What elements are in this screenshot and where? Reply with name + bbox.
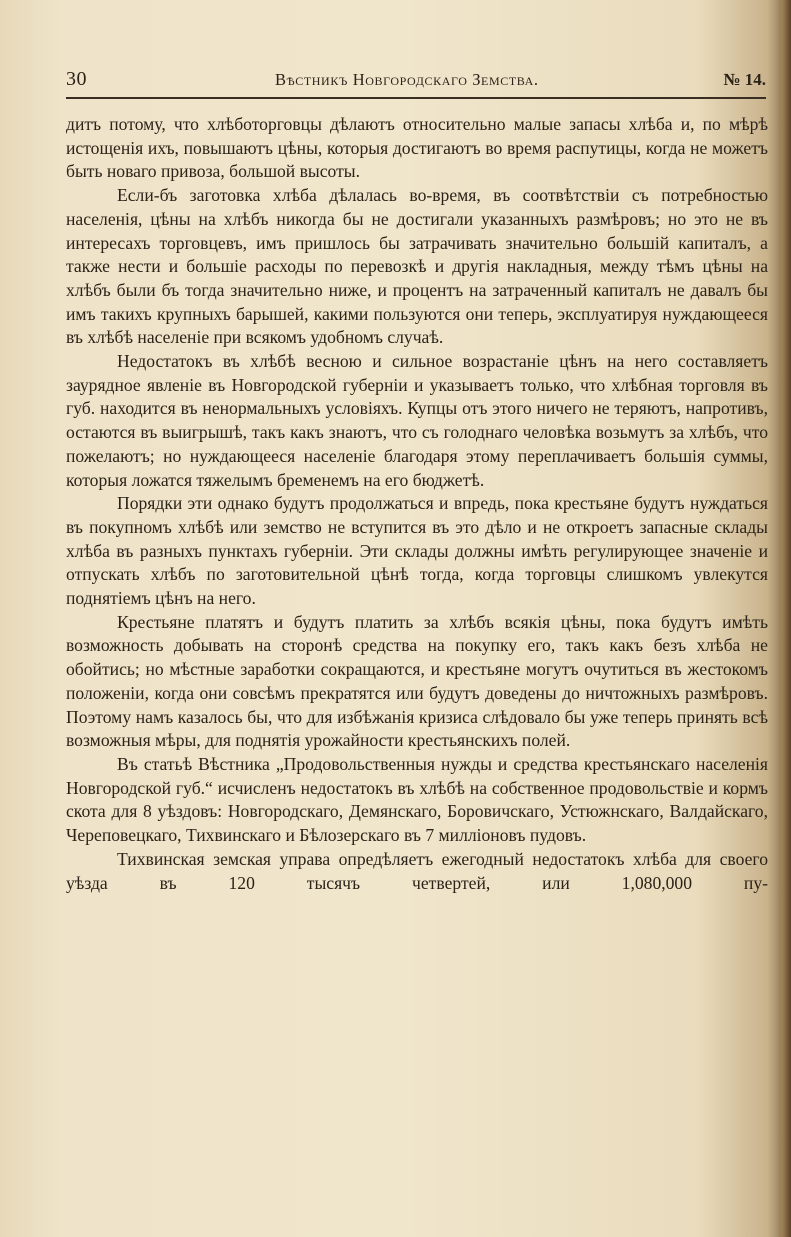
- page-header: [66, 66, 766, 98]
- paragraph: Въ статьѣ Вѣстника „Продовольственныя нужды и средства крестьянскаго населенія Новгородской губ.“ исчисленъ недостатокъ въ хлѣбѣ на собственное продовольствіе и кормъ скота для 8 уѣздовъ: Новгородскаго, Демянскаго, Боровичскаго, Устюжнскаго, Валдайскаго, Череповецкаго, Тихвинскаго и Бѣлозерскаго въ 7 милліоновъ пудовъ.: [66, 753, 768, 846]
- article-body: [66, 113, 768, 895]
- running-title: Вѣстникъ Новгородскаго Земства.: [275, 70, 539, 89]
- page-edge-shadow: [777, 0, 791, 1237]
- paragraph: Порядки эти однако будутъ продолжаться и впредь, пока крестьяне будутъ нуждаться въ покупномъ хлѣбѣ или земство не вступится въ это дѣло и не откроетъ запасные склады хлѣба въ разныхъ пунктахъ губерніи. Эти склады должны имѣть регулирующее значеніе и отпускать хлѣбъ по заготовительной цѣнѣ тогда, когда торговцы слишкомъ увлекутся поднятіемъ цѣнъ на него.: [66, 493, 768, 609]
- paragraph: Недостатокъ въ хлѣбѣ весною и сильное возрастаніе цѣнъ на него составляетъ заурядное явленіе въ Новгородской губерніи и указываетъ только, что хлѣбная торговля въ губ. находится въ ненормальныхъ условіяхъ. Купцы отъ этого ничего не теряютъ, напротивъ, остаются въ выигрышѣ, такъ какъ знаютъ, что съ голоднаго человѣка возьмутъ за хлѣбъ, что пожелаютъ; но нуждающееся населеніе благодаря этому переплачиваетъ большія суммы, которыя ложатся тяжелымъ бременемъ на его бюджетѣ.: [66, 351, 768, 490]
- page-number: 30: [66, 68, 87, 90]
- paragraph: Крестьяне платятъ и будутъ платить за хлѣбъ всякія цѣны, пока будутъ имѣть возможность добывать на сторонѣ средства на покупку его, такъ какъ безъ хлѣба не обойтись; но мѣстные заработки сокращаются, и крестьяне могутъ очутиться въ жестокомъ положеніи, когда они совсѣмъ прекратятся или будутъ доведены до ничтожныхъ размѣровъ. Поэтому намъ казалось бы, что для избѣжанія кризиса слѣдовало бы уже теперь принять всѣ возможныя мѣры, для поднятія урожайности крестьянскихъ полей.: [66, 611, 768, 751]
- issue-number: № 14.: [723, 70, 766, 89]
- paragraph: Если-бъ заготовка хлѣба дѣлалась во-время, въ соотвѣтствіи съ потребностью населенія, цѣны на хлѣбъ никогда бы не достигали указанныхъ размѣровъ; но это не въ интересахъ торговцевъ, имъ пришлось бы затрачивать значительно большій капиталъ, а также нести и большіе расходы по перевозкѣ и другія накладныя, между тѣмъ цѣны на хлѣбъ были бъ тогда значительно ниже, и процентъ на затраченный капиталъ не давалъ бы имъ такихъ крупныхъ барышей, какими пользуются они теперь, эксплуатируя нуждающееся въ хлѣбѣ населеніе при всякомъ удобномъ случаѣ.: [66, 185, 768, 348]
- paragraph: дитъ потому, что хлѣботорговцы дѣлаютъ относительно малые запасы хлѣба и, по мѣрѣ истощенія ихъ, повышаютъ цѣны, которыя достигаютъ во время распутицы, когда не можетъ быть новаго привоза, большой высоты.: [66, 114, 768, 182]
- header-rule: [66, 97, 766, 99]
- paragraph: Тихвинская земская управа опредѣляетъ ежегодный недостатокъ хлѣба для своего уѣзда въ 120 тысячъ четвертей, или 1,080,000 пу-: [66, 848, 768, 893]
